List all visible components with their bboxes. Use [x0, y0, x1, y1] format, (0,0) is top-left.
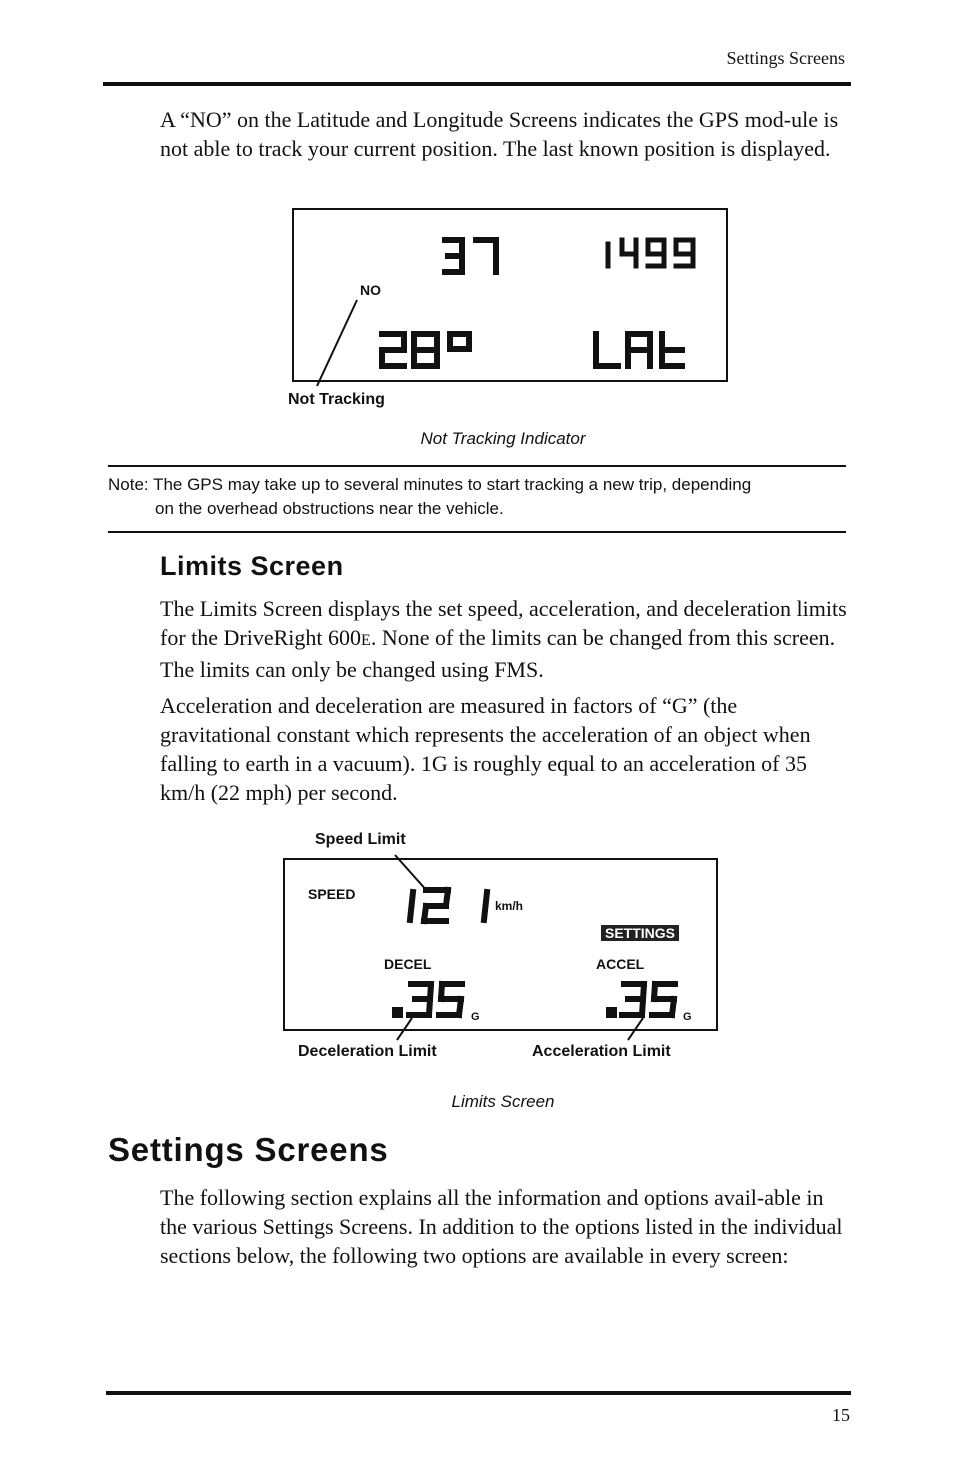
lcd-settings-badge: SETTINGS — [601, 925, 679, 941]
caption-limits-screen: Limits Screen — [451, 1092, 555, 1111]
not-tracking-leader-line — [317, 300, 357, 386]
lcd-digit-3 — [445, 240, 462, 272]
lcd-decel-digits-35 — [395, 984, 462, 1015]
lcd-speed-digits-121 — [410, 890, 487, 921]
lcd-accel-digits-35 — [609, 984, 675, 1015]
settings-screens-heading: Settings Screens — [108, 1131, 389, 1168]
accel-limit-leader-line — [628, 1018, 643, 1040]
caption-not-tracking-indicator: Not Tracking Indicator — [420, 429, 586, 448]
note-bottom-rule — [108, 531, 846, 533]
running-header: Settings Screens — [726, 48, 845, 68]
settings-body — [160, 1183, 850, 1270]
callout-deceleration-limit: Deceleration Limit — [298, 1043, 437, 1060]
limits-paragraph-2: Acceleration and deceleration are measured in factors of “G” (the gravitational constant which represents the acceleration of an object when falling to earth in a vacuum). 1G is roughly equal to an acceleration of 35 km/h (22 mph) per second. — [160, 693, 811, 805]
lcd-digits-1499 — [608, 240, 693, 266]
note-prefix: Note: — [108, 475, 149, 494]
callout-not-tracking: Not Tracking — [288, 391, 385, 408]
speed-limit-leader-line — [395, 855, 428, 892]
lcd-decel-label: DECEL — [384, 956, 432, 972]
settings-paragraph: The following section explains all the information and options avail-able in the various Settings Screens. In addition to the options listed in the individual sections below, the following two options are available in every screen: — [160, 1185, 843, 1268]
lcd-decel-g-unit: G — [471, 1011, 480, 1023]
callout-speed-limit: Speed Limit — [315, 831, 406, 848]
lcd-no-indicator: NO — [360, 282, 381, 298]
lcd-digits-28-degree — [382, 334, 469, 366]
note-top-rule — [108, 465, 846, 467]
limits-screen-heading: Limits Screen — [160, 551, 344, 581]
lcd-speed-label: SPEED — [308, 886, 356, 902]
lcd-segments-figure1 — [0, 0, 954, 460]
callout-acceleration-limit: Acceleration Limit — [532, 1043, 671, 1060]
lcd-accel-label: ACCEL — [596, 956, 645, 972]
lcd-text-lat — [596, 334, 682, 366]
lcd-speed-unit: km/h — [495, 899, 524, 913]
limits-body — [160, 594, 850, 807]
lcd-digit-7 — [476, 240, 496, 272]
page-number: 15 — [832, 1405, 850, 1425]
note-line-1: The GPS may take up to several minutes to start tracking a new trip, depending — [153, 475, 752, 494]
intro-text: A “NO” on the Latitude and Longitude Screens indicates the GPS mod-ule is not able to track your current position. The last known position is displayed. — [160, 107, 839, 161]
decel-limit-leader-line — [397, 1018, 412, 1040]
limits-paragraph-1: The Limits Screen displays the set speed, acceleration, and deceleration limits for the DriveRight 600E. None of the limits can be changed from this screen. The limits can only be changed using FMS. — [160, 596, 847, 682]
footer-rule — [106, 1391, 851, 1395]
lcd-segments-figure2 — [0, 820, 954, 1060]
note-line-2: on the overhead obstructions near the vehicle. — [155, 499, 504, 518]
note-block — [108, 473, 848, 521]
lcd-accel-g-unit: G — [683, 1011, 692, 1023]
